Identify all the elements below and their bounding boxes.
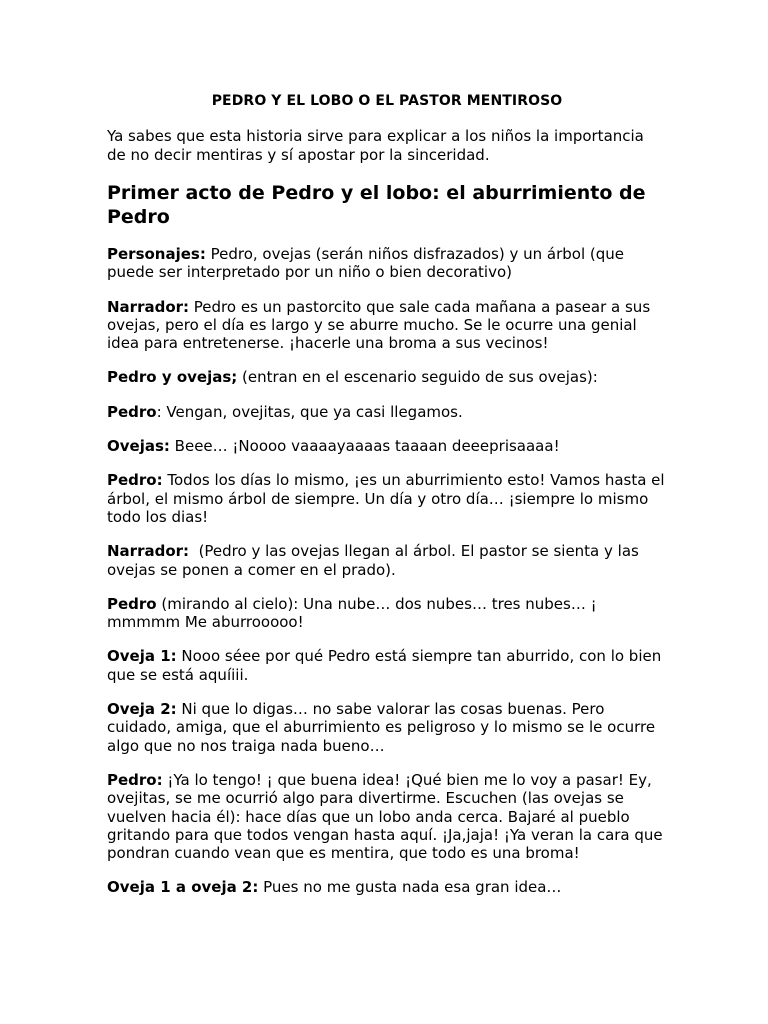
paragraph-pedro-ovejas (107, 368, 667, 386)
paragraph-oveja-2 (107, 700, 667, 755)
document-page (107, 92, 667, 897)
intro-paragraph: Ya sabes que esta historia sirve para explicar a los niños la importancia de no decir mentiras y sí apostar por la sinceridad. (107, 127, 644, 164)
paragraph-text: (entran en el escenario seguido de sus ovejas): (237, 368, 598, 387)
speaker-label: Pedro: (107, 471, 163, 490)
paragraph-text: Pedro es un pastorcito que sale cada mañana a pasear a sus ovejas, pero el día es largo y se aburre mucho. Se le ocurre una genial idea para entretenerse. ¡hacerle una broma a sus vecinos! (107, 297, 651, 353)
speaker-label: Ovejas: (107, 437, 170, 456)
paragraph-text: Nooo séee por qué Pedro está siempre tan aburrido, con lo bien que se está aquíiii. (107, 647, 662, 684)
speaker-label: Pedro (107, 402, 157, 421)
paragraph-oveja-1-a-oveja-2 (107, 878, 667, 896)
paragraph-text: (Pedro y las ovejas llegan al árbol. El pastor se sienta y las ovejas se ponen a comer en el prado). (107, 542, 644, 579)
speaker-label: Personajes: (107, 245, 206, 263)
paragraph-text: (mirando al cielo): Una nube… dos nubes… tres nubes… ¡ mmmmm Me aburrooooo! (107, 594, 597, 632)
paragraph-text: Ni que lo digas… no sabe valorar las cosas buenas. Pero cuidado, amiga, que el aburrimiento es peligroso y lo mismo se le ocurre algo que no nos traiga nada bueno… (107, 700, 656, 755)
paragraph-oveja-1 (107, 647, 667, 684)
paragraph-pedro-3 (107, 595, 667, 632)
paragraph-pedro-1 (107, 403, 667, 421)
paragraph-narrador-2 (107, 542, 667, 579)
paragraph-personajes (107, 245, 667, 282)
speaker-label: Narrador: (107, 542, 190, 561)
paragraph-ovejas (107, 437, 667, 455)
paragraph-text: : Vengan, ovejitas, que ya casi llegamos. (156, 402, 463, 421)
document-title: PEDRO Y EL LOBO O EL PASTOR MENTIROSO (211, 93, 563, 109)
paragraph-narrador-1 (107, 298, 667, 353)
speaker-label: Pedro (107, 594, 157, 613)
paragraph-pedro-4 (107, 771, 667, 862)
speaker-label: Oveja 2: (107, 700, 177, 719)
paragraph-text: Todos los días lo mismo, ¡es un aburrimiento esto! Vamos hasta el árbol, el mismo árbol de siempre. Un día y otro día… ¡siempre lo mismo todo los dias! (107, 471, 665, 526)
paragraph-text: Pues no me gusta nada esa gran idea… (258, 878, 562, 897)
speaker-label: Pedro y ovejas; (107, 368, 238, 387)
paragraph-text: Beee… ¡Noooo vaaaayaaaas taaaan deeeprisaaaa! (169, 437, 560, 456)
speaker-label: Oveja 1 a oveja 2: (107, 878, 259, 897)
act-heading: Primer acto de Pedro y el lobo: el aburrimiento de Pedro (107, 182, 646, 228)
speaker-label: Oveja 1: (107, 647, 177, 666)
speaker-label: Narrador: (107, 297, 190, 316)
paragraph-text: Pedro, ovejas (serán niños disfrazados) y un árbol (que puede ser interpretado por un niño o bien decorativo) (107, 245, 624, 282)
speaker-label: Pedro: (107, 770, 163, 789)
paragraph-text: ¡Ya lo tengo! ¡ que buena idea! ¡Qué bien me lo voy a pasar! Ey, ovejitas, se me ocurrió algo para divertirme. Escuchen (las ovejas se vuelven hacia él): hace días que un lobo anda cerca. Bajaré al pueblo gritando para que todos vengan hasta aquí. ¡Ja,jaja! ¡Ya veran la cara que pondran cuando vean que es mentira, que todo es una broma! (107, 770, 663, 863)
paragraph-pedro-2 (107, 471, 667, 526)
